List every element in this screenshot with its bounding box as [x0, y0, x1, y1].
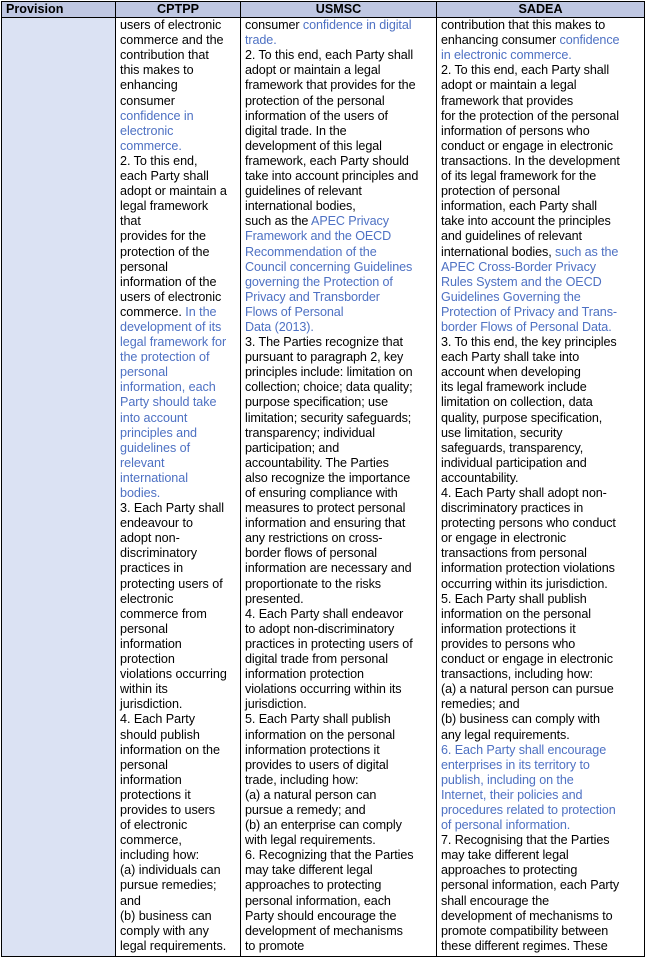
sadea-highlight-1: confidence in electronic commerce.: [441, 33, 620, 63]
provision-cell: [2, 18, 116, 957]
sadea-highlight-2: such as the APEC Cross-Border Privacy Rules System and the OECD Guidelines Governing the Protection of Privacy and Trans- border Flows of Personal Data.: [441, 244, 619, 334]
header-provision: Provision: [2, 2, 116, 18]
usmsc-highlight-2: APEC Privacy Framework and the OECD Recommendation of the Council concerning Guidelines governing the Protection of Privacy and Transborder Flows of Personal Data (2013).: [245, 214, 413, 334]
usmsc-text-3: 3. The Parties recognize that pursuant to paragraph 2, key principles include: limitation on collection; choice; data quality; purpose specification; use limitation; security safeguards; transparency; individual participation; and accountability. The Parties also recognize the importance of ensuring compliance with measures to protect personal information and ensuring that any restrictions on cross- border flows of personal information are necessary and proportionate to the risks presented. 4. Each Party shall endeavor to adopt non-discriminatory practices in protecting users of digital trade from personal information protection violations occurring within its jurisdiction. 5. Each Party shall publish information on the personal information protections it provides to users of digital trade, including how: (a) a natural person can pursue a remedy; and (b) an enterprise can comply with legal requirements. 6. Recognizing that the Parties may take different legal approaches to protecting personal information, each Party should encourage the development of mechanisms to promote: [245, 335, 414, 953]
cptpp-text-3: 3. Each Party shall endeavour to adopt non- discriminatory practices in protecting users of electronic commerce from personal information protection violations occurring within its jurisdiction. 4. Each Party should publish information on the personal information protections it provides to users of electronic commerce, including how: (a) individuals can pursue remedies; and (b) business can comply with any legal requirements.: [120, 501, 227, 953]
sadea-text-2: 2. To this end, each Party shall adopt or maintain a legal framework that provides for the protection of the personal information of persons who conduct or engage in electronic transactions. In the development of its legal framework for the protection of personal information, each Party shall take into account the principles and guidelines of relevant international bodies,: [441, 63, 620, 259]
sadea-cell: [437, 18, 645, 957]
header-sadea: SADEA: [437, 2, 645, 18]
cptpp-text-1: users of electronic commerce and the contribution that this makes to enhancing consumer: [120, 18, 224, 108]
header-cptpp: CPTPP: [116, 2, 241, 18]
usmsc-text-2: 2. To this end, each Party shall adopt or maintain a legal framework that provides for the protection of the personal information of the users of digital trade. In the development of this legal framework, each Party should take into account principles and guidelines of relevant international bodies, such as the: [245, 48, 419, 229]
header-row: [2, 2, 645, 18]
sadea-text-3: 3. To this end, the key principles each Party shall take into account when developing its legal framework include limitation on collection, data quality, purpose specification, use limitation, security safeguards, transparency, individual participation and accountability. 4. Each Party shall adopt non- discriminatory practices in protecting persons who conduct or engage in electronic transactions from personal information protection violations occurring within its jurisdiction. 5. Each Party shall publish information on the personal information protections it provides to persons who conduct or engage in electronic transactions, including how: (a) a natural person can pursue remedies; and (b) business can comply with any legal requirements.: [441, 335, 617, 742]
usmsc-highlight-1: confidence in digital trade.: [245, 18, 412, 48]
usmsc-text-1: consumer: [245, 18, 303, 33]
cptpp-cell: [116, 18, 241, 957]
sadea-text-1: contribution that this makes to enhancing consumer: [441, 18, 606, 48]
cptpp-highlight-1: confidence in electronic commerce.: [120, 108, 194, 153]
cptpp-text-2: 2. To this end, each Party shall adopt or maintain a legal framework that provides for the protection of the personal information of the users of electronic commerce.: [120, 153, 227, 319]
sadea-text-4: 7. Recognising that the Parties may take different legal approaches to protecting personal information, each Party shall encourage the development of mechanisms to promote compatibility between these different regimes. These: [441, 833, 620, 953]
usmsc-cell: [241, 18, 437, 957]
header-usmsc: USMSC: [241, 2, 437, 18]
comparison-table: [1, 1, 645, 957]
cptpp-highlight-2: In the development of its legal framework for the protection of personal information, each Party should take into account principles and guidelines of relevant international bodies.: [120, 304, 227, 500]
sadea-highlight-3: 6. Each Party shall encourage enterprises in its territory to publish, including on the Internet, their policies and procedures related to protection of personal information.: [441, 742, 616, 833]
table-row: [2, 18, 645, 957]
